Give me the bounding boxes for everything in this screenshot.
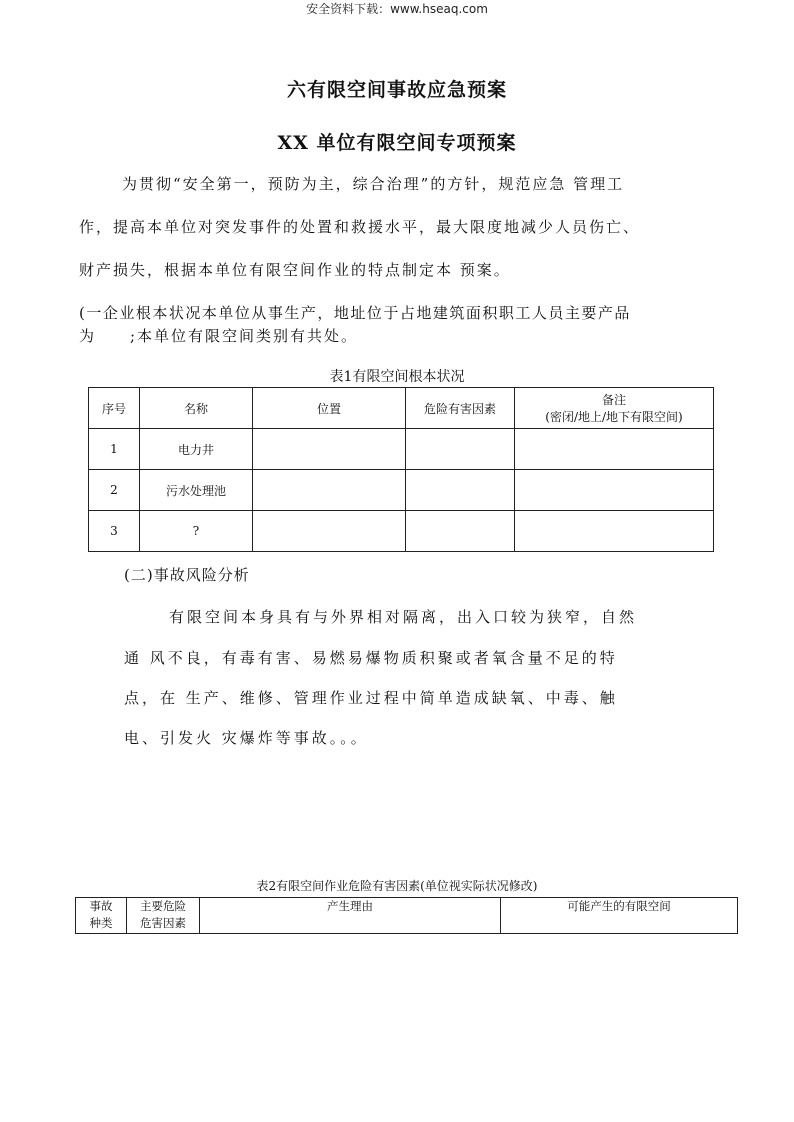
section2-line: 电、引发火 灾爆炸等事故。。。 [124,729,369,747]
remark-header-line: (密闭/地上/地下有限空间) [545,410,683,424]
table-row [89,470,714,511]
header-cell: 产生理由 [200,898,501,934]
table2-caption: 表2有限空间作业危险有害因素(单位视实际状况修改) [256,879,538,893]
header-cell: 位置 [253,388,406,429]
table-cell [406,511,515,552]
table-cell: ? [140,511,253,552]
table-row [89,511,714,552]
header-line: 事故 [89,899,113,913]
remark-header-line: 备注 [601,393,626,407]
table-row [89,429,714,470]
table-cell: 2 [89,470,140,511]
table-cell [406,470,515,511]
table-cell [253,470,406,511]
section2-line: 点，在 生产、维修、管理作业过程中简单造成缺氧、中毒、触 [124,689,618,707]
header-cell [127,898,200,934]
header-line: 种类 [89,916,113,930]
page-header: 安全资料下载：www.hseaq.com [306,2,488,16]
intro-line: 作，提高本单位对突发事件的处置和救援水平，最大限度地减少人员伤亡、 [79,218,641,236]
section2-heading: (二)事故风险分析 [124,566,250,584]
header-cell: 危险有害因素 [406,388,515,429]
table2 [75,897,738,934]
table-cell: 3 [89,511,140,552]
table-header-row [76,898,738,934]
table-cell [253,429,406,470]
section1-line: (一企业根本状况本单位从事生产，地址位于占地建筑面积职工人员主要产品 [79,304,631,322]
header-cell: 序号 [89,388,140,429]
document-subtitle: XX 单位有限空间专项预案 [277,132,517,154]
header-cell: 名称 [140,388,253,429]
header-line: 危害因素 [140,916,186,930]
table-cell [406,429,515,470]
header-line: 主要危险 [140,899,186,913]
table-cell [515,429,714,470]
header-cell [515,388,714,429]
table-cell [515,511,714,552]
table-header-row [89,388,714,429]
intro-line: 财产损失，根据本单位有限空间作业的特点制定本 预案。 [79,261,511,279]
table1-caption: 表1有限空间根本状况 [329,369,465,385]
header-cell: 可能产生的有限空间 [501,898,738,934]
table-cell [253,511,406,552]
table-cell: 1 [89,429,140,470]
section2-line: 通 风不良，有毒有害、易燃易爆物质积聚或者氧含量不足的特 [124,649,618,667]
table-cell [515,470,714,511]
table-cell: 电力井 [140,429,253,470]
section1-line: 为 ;本单位有限空间类别有共处。 [79,327,359,345]
header-cell [76,898,127,934]
intro-line: 为贯彻“安全第一，预防为主，综合治理”的方针，规范应急 管理工 [122,175,625,193]
section2-line: 有限空间本身具有与外界相对隔离，出入口较为狭窄，自然 [169,608,638,626]
document-title: 六有限空间事故应急预案 [286,79,507,101]
table1 [88,387,714,552]
table-cell: 污水处理池 [140,470,253,511]
